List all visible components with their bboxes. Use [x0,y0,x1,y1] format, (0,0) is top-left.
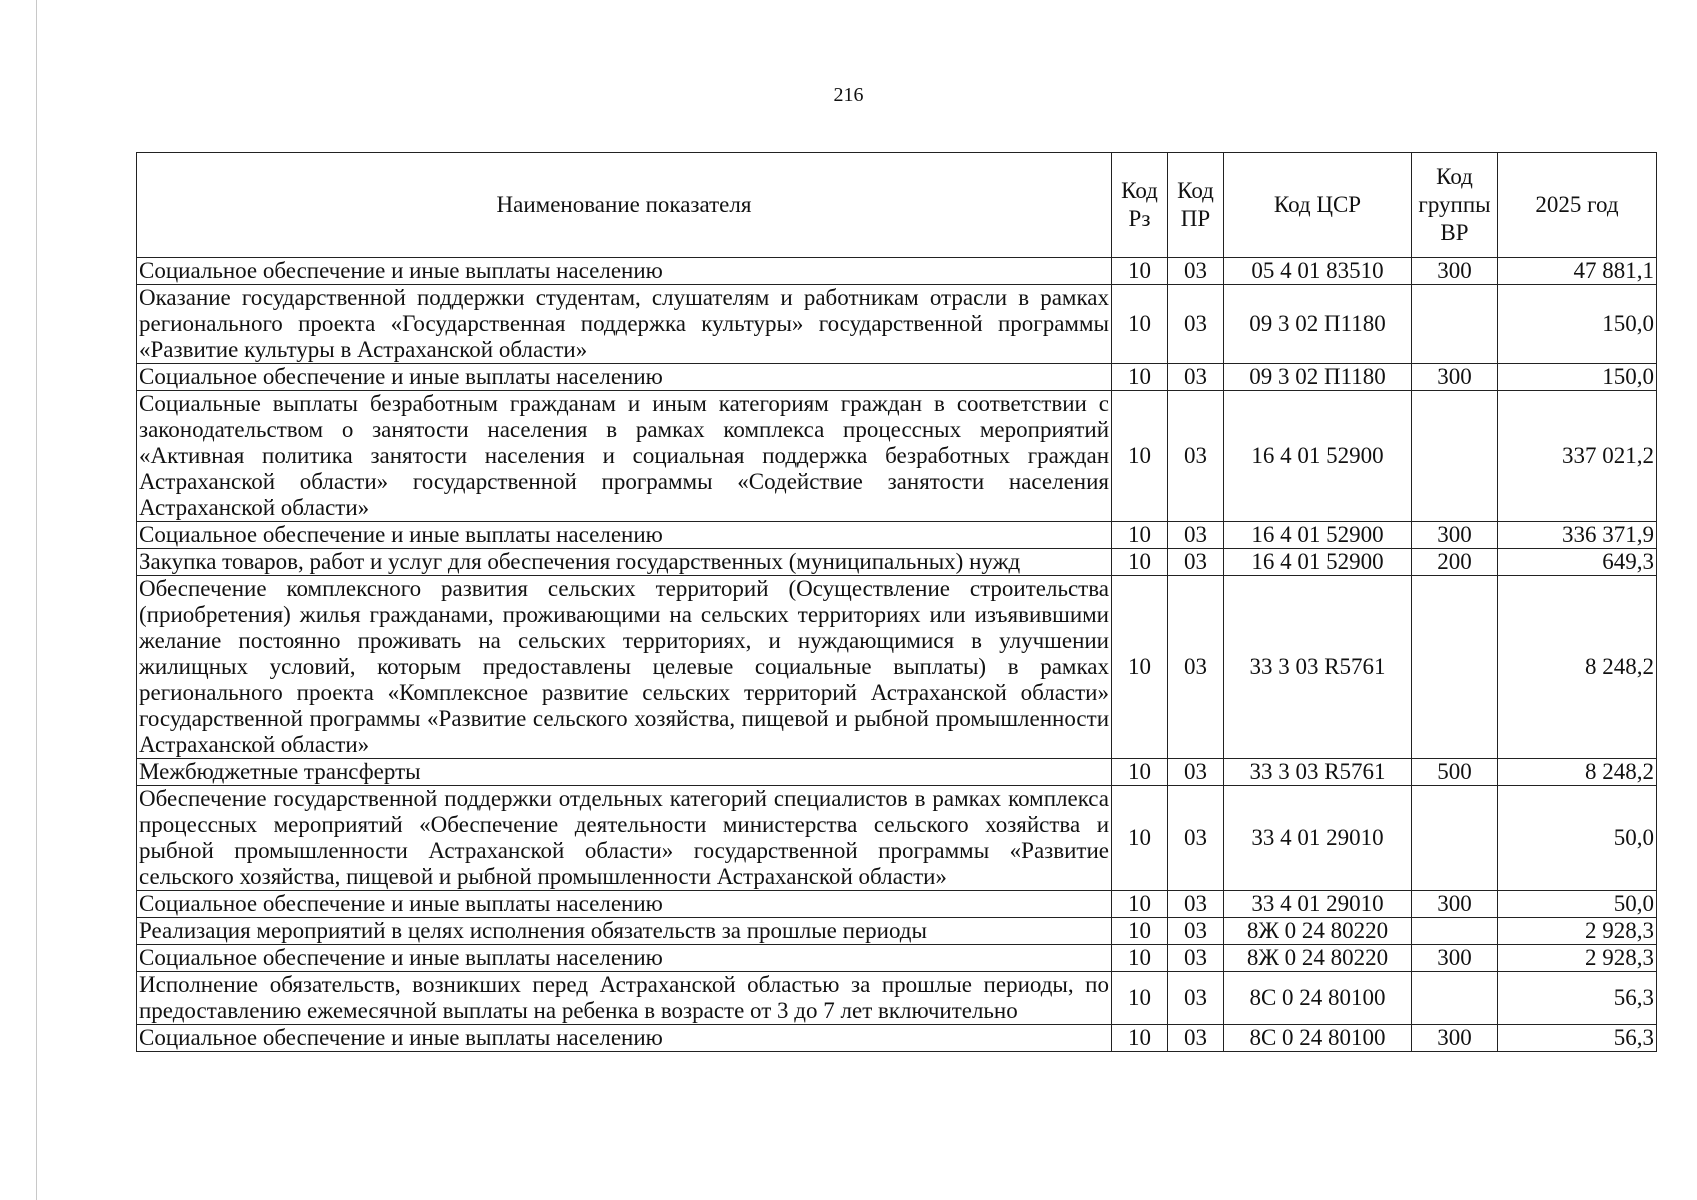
row-amount: 150,0 [1498,364,1657,391]
row-vr: 300 [1412,522,1498,549]
row-rz: 10 [1112,786,1168,891]
table-header-row [137,153,1657,258]
row-amount: 8 248,2 [1498,759,1657,786]
row-name: Закупка товаров, работ и услуг для обеспечения государственных (муниципальных) нужд [137,549,1112,576]
row-rz: 10 [1112,918,1168,945]
header-rz: Код Рз [1112,153,1168,258]
row-pr: 03 [1168,391,1224,522]
row-vr [1412,786,1498,891]
row-name: Межбюджетные трансферты [137,759,1112,786]
row-rz: 10 [1112,759,1168,786]
row-pr: 03 [1168,786,1224,891]
row-name: Исполнение обязательств, возникших перед Астраханской областью за прошлые периоды, по предоставлению ежемесячной выплаты на ребенка в возрасте от 3 до 7 лет включительно [137,972,1112,1025]
row-name: Обеспечение комплексного развития сельских территорий (Осуществление строительства (приобретения) жилья гражданами, проживающими на сельских территориях или изъявившими желание постоянно проживать на сельских территориях, и нуждающимися в улучшении жилищных условий, которым предоставлены целевые социальные выплаты) в рамках регионального проекта «Комплексное развитие сельских территорий Астраханской области» государственной программы «Развитие сельского хозяйства, пищевой и рыбной промышленности Астраханской области» [137,576,1112,759]
table-row [137,945,1657,972]
row-name: Социальное обеспечение и иные выплаты населению [137,1025,1112,1052]
table-row [137,1025,1657,1052]
row-amount: 47 881,1 [1498,258,1657,285]
row-rz: 10 [1112,891,1168,918]
header-name: Наименование показателя [137,153,1112,258]
page-number: 216 [833,84,864,106]
row-rz: 10 [1112,945,1168,972]
row-vr [1412,285,1498,364]
row-amount: 50,0 [1498,786,1657,891]
row-vr: 300 [1412,1025,1498,1052]
row-vr [1412,576,1498,759]
row-csr: 09 3 02 П1180 [1224,285,1412,364]
row-pr: 03 [1168,364,1224,391]
row-amount: 56,3 [1498,972,1657,1025]
row-rz: 10 [1112,364,1168,391]
row-pr: 03 [1168,522,1224,549]
row-amount: 2 928,3 [1498,945,1657,972]
row-vr: 300 [1412,258,1498,285]
row-rz: 10 [1112,1025,1168,1052]
row-csr: 16 4 01 52900 [1224,522,1412,549]
row-csr: 09 3 02 П1180 [1224,364,1412,391]
row-name: Социальное обеспечение и иные выплаты населению [137,891,1112,918]
row-rz: 10 [1112,285,1168,364]
row-csr: 8С 0 24 80100 [1224,1025,1412,1052]
table-row [137,891,1657,918]
row-vr: 500 [1412,759,1498,786]
row-pr: 03 [1168,891,1224,918]
table-row [137,759,1657,786]
row-csr: 05 4 01 83510 [1224,258,1412,285]
row-rz: 10 [1112,391,1168,522]
row-vr: 300 [1412,891,1498,918]
row-name: Социальное обеспечение и иные выплаты населению [137,364,1112,391]
row-name: Оказание государственной поддержки студентам, слушателям и работникам отрасли в рамках регионального проекта «Государственная поддержка культуры» государственной программы «Развитие культуры в Астраханской области» [137,285,1112,364]
row-csr: 16 4 01 52900 [1224,549,1412,576]
row-rz: 10 [1112,549,1168,576]
row-rz: 10 [1112,258,1168,285]
row-amount: 337 021,2 [1498,391,1657,522]
row-pr: 03 [1168,918,1224,945]
row-csr: 8Ж 0 24 80220 [1224,918,1412,945]
row-pr: 03 [1168,1025,1224,1052]
table-row [137,391,1657,522]
scan-margin-line [36,0,37,1200]
row-pr: 03 [1168,972,1224,1025]
row-csr: 8С 0 24 80100 [1224,972,1412,1025]
header-pr: Код ПР [1168,153,1224,258]
row-amount: 150,0 [1498,285,1657,364]
row-pr: 03 [1168,258,1224,285]
row-csr: 33 4 01 29010 [1224,786,1412,891]
row-name: Реализация мероприятий в целях исполнения обязательств за прошлые периоды [137,918,1112,945]
table-row [137,786,1657,891]
table-row [137,258,1657,285]
row-name: Социальное обеспечение и иные выплаты населению [137,258,1112,285]
row-csr: 33 3 03 R5761 [1224,576,1412,759]
row-amount: 8 248,2 [1498,576,1657,759]
row-rz: 10 [1112,972,1168,1025]
row-csr: 33 4 01 29010 [1224,891,1412,918]
row-vr [1412,391,1498,522]
budget-table [136,152,1657,1052]
row-amount: 2 928,3 [1498,918,1657,945]
row-rz: 10 [1112,576,1168,759]
row-csr: 33 3 03 R5761 [1224,759,1412,786]
row-vr: 300 [1412,364,1498,391]
row-vr: 200 [1412,549,1498,576]
header-vr: Код группы ВР [1412,153,1498,258]
row-vr: 300 [1412,945,1498,972]
table-row [137,576,1657,759]
table-row [137,285,1657,364]
row-name: Социальное обеспечение и иные выплаты населению [137,522,1112,549]
row-rz: 10 [1112,522,1168,549]
row-csr: 8Ж 0 24 80220 [1224,945,1412,972]
table-row [137,549,1657,576]
row-amount: 50,0 [1498,891,1657,918]
table-row [137,918,1657,945]
row-pr: 03 [1168,576,1224,759]
row-name: Социальные выплаты безработным гражданам и иным категориям граждан в соответствии с законодательством о занятости населения в рамках комплекса процессных мероприятий «Активная политика занятости населения и социальная поддержка безработных граждан Астраханской области» государственной программы «Содействие занятости населения Астраханской области» [137,391,1112,522]
row-pr: 03 [1168,945,1224,972]
table-row [137,364,1657,391]
row-amount: 336 371,9 [1498,522,1657,549]
table-row [137,972,1657,1025]
row-amount: 649,3 [1498,549,1657,576]
row-pr: 03 [1168,285,1224,364]
row-pr: 03 [1168,549,1224,576]
row-name: Социальное обеспечение и иные выплаты населению [137,945,1112,972]
table-row [137,522,1657,549]
row-vr [1412,918,1498,945]
header-csr: Код ЦСР [1224,153,1412,258]
row-name: Обеспечение государственной поддержки отдельных категорий специалистов в рамках комплекса процессных мероприятий «Обеспечение деятельности министерства сельского хозяйства и рыбной промышленности Астраханской области» государственной программы «Развитие сельского хозяйства, пищевой и рыбной промышленности Астраханской области» [137,786,1112,891]
row-pr: 03 [1168,759,1224,786]
row-csr: 16 4 01 52900 [1224,391,1412,522]
row-vr [1412,972,1498,1025]
row-amount: 56,3 [1498,1025,1657,1052]
header-year: 2025 год [1498,153,1657,258]
